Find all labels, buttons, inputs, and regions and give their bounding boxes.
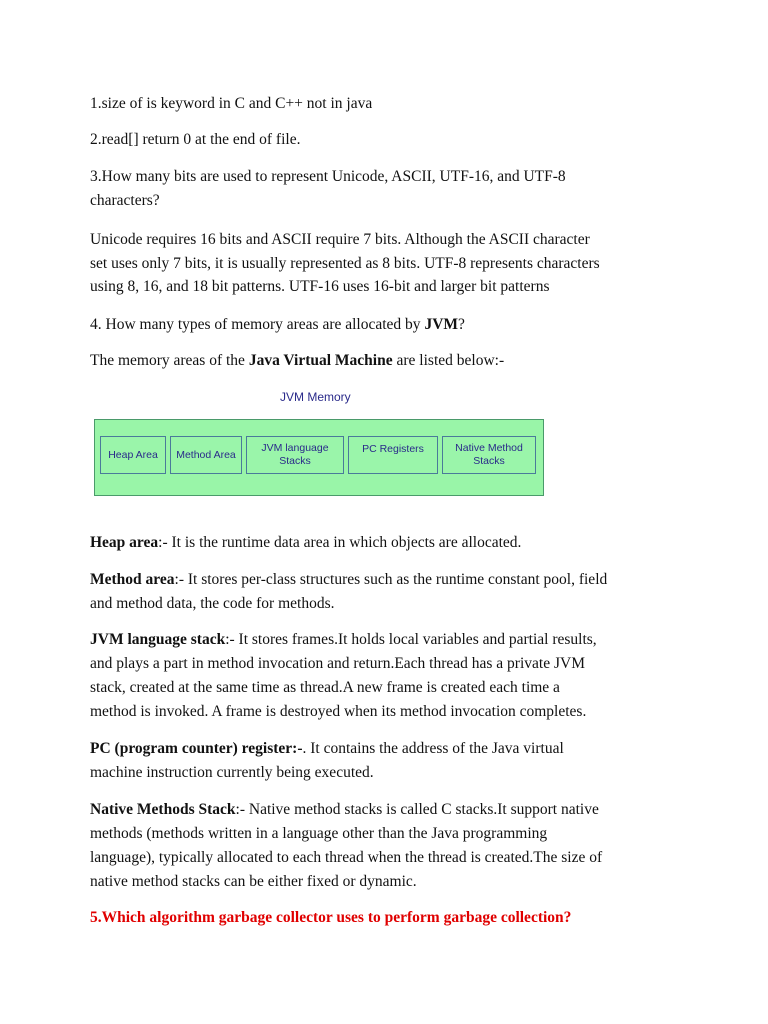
line-2: 2.read[] return 0 at the end of file. [90, 131, 301, 148]
question-3-line-1: 3.How many bits are used to represent Unicode, ASCII, UTF-16, and UTF-8 [90, 168, 566, 185]
def-pc-text: . It contains the address of the Java virtual [302, 740, 564, 757]
intro-bold: Java Virtual Machine [248, 352, 393, 369]
def-native-1 [90, 798, 690, 822]
def-heap-text: :- It is the runtime data area in which objects are allocated. [158, 534, 522, 551]
def-jvm-4: method is invoked. A frame is destroyed when its method invocation completes. [90, 703, 587, 720]
def-pc-1 [90, 737, 690, 761]
diagram-title: JVM Memory [280, 390, 351, 404]
def-native-text: :- Native method stacks is called C stacks.It support native [235, 801, 599, 818]
def-method-term: Method area [90, 571, 175, 588]
def-native-4: native method stacks can be either fixed or dynamic. [90, 873, 417, 890]
def-jvm-2: and plays a part in method invocation and return.Each thread has a private JVM [90, 655, 585, 672]
def-method-2: and method data, the code for methods. [90, 595, 335, 612]
def-method-text: :- It stores per-class structures such as the runtime constant pool, field [174, 571, 608, 588]
diagram-cell-heap-area: Heap Area [100, 436, 166, 474]
diagram-cell-native-stacks: Native Method Stacks [442, 436, 536, 474]
answer-3-line-3: using 8, 16, and 18 bit patterns. UTF-16 uses 16-bit and larger bit patterns [90, 278, 550, 295]
def-method-1 [90, 568, 690, 592]
diagram-cell-method-area: Method Area [170, 436, 242, 474]
diagram-cell-jvm-stacks: JVM language Stacks [246, 436, 344, 474]
answer-3-line-1: Unicode requires 16 bits and ASCII require 7 bits. Although the ASCII character [90, 231, 590, 248]
question-4-end: ? [458, 316, 465, 333]
def-pc-term: PC (program counter) register:- [90, 740, 303, 757]
line-1: 1.size of is keyword in C and C++ not in java [90, 95, 373, 112]
def-pc-2: machine instruction currently being executed. [90, 764, 374, 781]
answer-3-line-2: set uses only 7 bits, it is usually represented as 8 bits. UTF-8 represents characters [90, 255, 600, 272]
jvm-memory-diagram [94, 419, 544, 496]
def-jvm-text: :- It stores frames.It holds local variables and partial results, [225, 631, 597, 648]
diagram-cell-pc-registers: PC Registers [348, 436, 438, 474]
def-heap-term: Heap area [90, 534, 159, 551]
def-jvm-3: stack, created at the same time as thread.A new frame is created each time a [90, 679, 560, 696]
def-heap [90, 531, 690, 555]
intro-text: The memory areas of the [90, 352, 249, 369]
question-4 [90, 313, 690, 337]
question-3-line-2: characters? [90, 192, 160, 209]
def-native-3: language), typically allocated to each thread when the thread is created.The size of [90, 849, 603, 866]
question-4-bold: JVM [424, 316, 459, 333]
intro-end: are listed below:- [392, 352, 505, 369]
def-native-term: Native Methods Stack [90, 801, 236, 818]
memory-areas-intro [90, 349, 690, 373]
question-4-text: 4. How many types of memory areas are allocated by [90, 316, 425, 333]
def-native-2: methods (methods written in a language other than the Java programming [90, 825, 548, 842]
def-jvm-1 [90, 628, 690, 652]
question-5: 5.Which algorithm garbage collector uses to perform garbage collection? [90, 909, 572, 926]
def-jvm-term: JVM language stack [90, 631, 226, 648]
